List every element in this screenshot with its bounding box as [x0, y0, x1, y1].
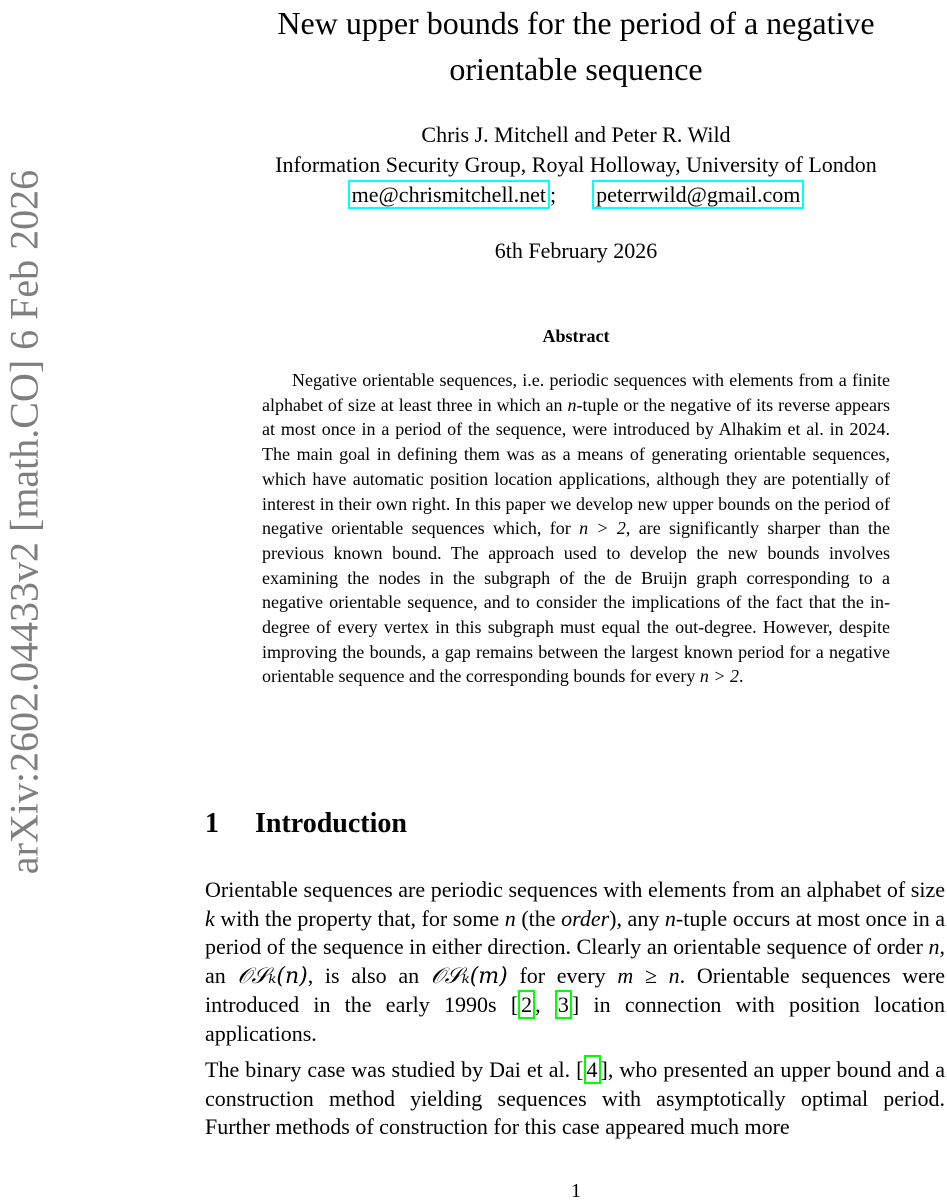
abstract-heading: Abstract [542, 326, 610, 346]
title-line-2: orientable sequence [449, 51, 703, 87]
text-run: (the [515, 905, 562, 931]
abstract-text-a: Negative orientable sequences, i.e. periodic sequences with elements from a finite alphabet of size at least three in which an [262, 370, 890, 415]
author-block [200, 120, 947, 210]
citation-link-4[interactable]: 4 [584, 1055, 601, 1084]
text-run: Orientable sequences are periodic sequences with elements from an alphabet of size [205, 877, 945, 902]
author-names: Chris J. Mitchell and Peter R. Wild [421, 122, 731, 147]
email-link-mitchell[interactable]: me@chrismitchell.net [348, 180, 550, 209]
page-number: 1 [571, 1180, 581, 1202]
abstract-text-c: , are significantly sharper than the previous known bound. The approach used to develop the new bounds involves examining the nodes in the subgraph of the de Bruijn graph corresponding to a negative orientable sequence, and to consider the implications of the fact that the in-degree of every vertex in this subgraph must equal the out-degree. However, despite improving the bounds, a gap remains between the largest known period for a negative orientable sequence and the corresponding bounds for every [262, 518, 890, 687]
math-expr: m ≥ n [617, 962, 680, 988]
math-expr: n > 2 [579, 518, 626, 539]
intro-paragraph-1 [205, 876, 945, 1048]
section-heading [205, 808, 407, 840]
arxiv-stamp: arXiv:2602.04433v2 [math.CO] 6 Feb 2026 [1, 169, 47, 875]
text-run: for every [507, 962, 618, 988]
text-run: ] in connection with position location applications. [205, 992, 945, 1046]
title-line-1: New upper bounds for the period of a negative [277, 5, 875, 41]
math-var: n [664, 905, 676, 931]
author-emails [200, 180, 947, 210]
citation-link-3[interactable]: 3 [555, 990, 572, 1019]
section-title: Introduction [255, 808, 407, 839]
paper-date: 6th February 2026 [494, 238, 658, 263]
abstract-text-b: -tuple or the negative of its reverse appears at most once in a period of the sequence, were introduced by Alhakim et al. in 2024. The main goal in defining them was as a means of generating orientable sequences, which have automatic position location applications, although they are potentially of interest in their own right. In this paper we develop new upper bounds on the period of negative orientable sequences which, for [262, 394, 890, 539]
email-link-wild[interactable]: peterrwild@gmail.com [592, 180, 804, 209]
text-run: ], who presented an upper bound and a construction method yielding sequences with asymptotically optimal period. Further methods of construction for this case appeared much more [205, 1057, 945, 1139]
math-expr: n > 2 [699, 666, 740, 687]
text-run: ), any [609, 905, 665, 931]
author-affiliation: Information Security Group, Royal Holloway, University of London [275, 152, 877, 177]
introduction-body [205, 876, 945, 1150]
email-separator: ; [550, 182, 557, 207]
citation-link-2[interactable]: 2 [518, 990, 535, 1019]
section-number: 1 [205, 808, 219, 839]
intro-paragraph-2 [205, 1056, 945, 1142]
paper-title [200, 0, 947, 92]
math-var: n [504, 905, 516, 931]
text-run: with the property that, for some [214, 905, 505, 931]
text-run: The binary case was studied by Dai et al. [ [205, 1057, 584, 1082]
text-run: , an [205, 934, 945, 988]
text-run: -tuple occurs at most once in a period of the sequence in either direction. Clearly an orientable sequence of order [205, 905, 946, 959]
emphasis: order [561, 905, 610, 931]
text-run: , [535, 992, 555, 1017]
abstract-text [262, 368, 890, 689]
text-run: , is also an [307, 962, 431, 988]
math-expr: 𝒪𝒮ₖ(n) [237, 963, 308, 989]
text-run: . Orientable sequences were introduced in the early 1990s [ [205, 962, 945, 1017]
math-expr: 𝒪𝒮ₖ(m) [430, 963, 508, 989]
abstract-text-d: . [739, 666, 744, 687]
math-var: n [928, 934, 940, 959]
math-var: n [567, 394, 577, 415]
math-var: k [205, 905, 215, 931]
